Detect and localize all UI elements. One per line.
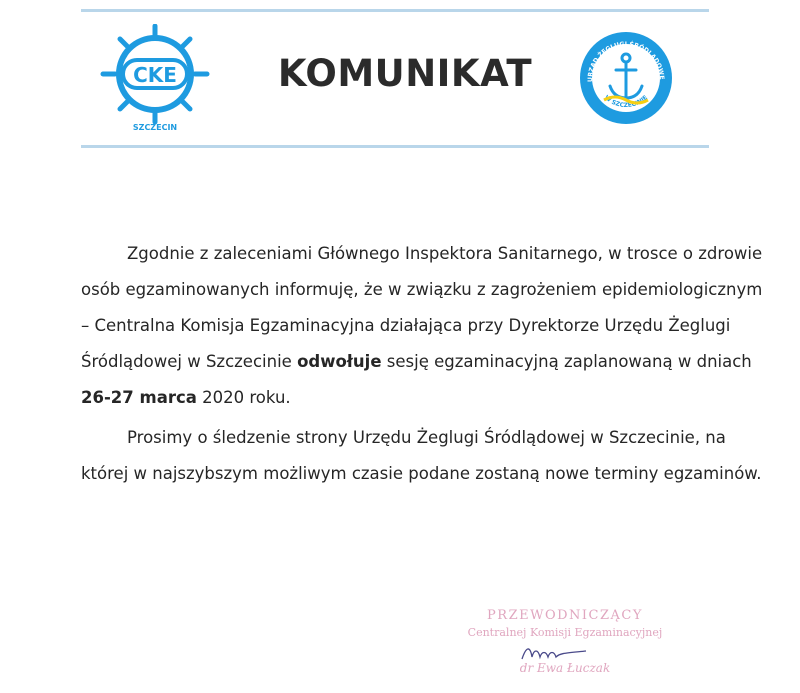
emphasis-cancel: odwołuje <box>297 352 382 371</box>
text-line: Prosimy o śledzenie strony Urzędu Żeglugi Śródlądowej w Szczecinie, na <box>127 428 726 447</box>
uzs-logo <box>578 30 674 126</box>
cke-logo-subtext: SZCZECIN <box>132 123 178 132</box>
text-line: osób egzaminowanych informuję, że w związku z zagrożeniem epidemiologicznym <box>81 280 763 299</box>
text-line: Zgodnie z zaleceniami Głównego Inspektora Sanitarnego, w trosce o zdrowie <box>127 244 763 263</box>
stamp-name: dr Ewa Łuczak <box>519 661 611 675</box>
header-bottom-rule <box>81 145 709 148</box>
stamp-role: PRZEWODNICZĄCY <box>487 608 643 623</box>
text-line: której w najszybszym możliwym czasie podane zostaną nowe terminy egzaminów. <box>81 464 762 483</box>
text-line <box>81 344 752 380</box>
stamp-org: Centralnej Komisji Egzaminacyjnej <box>467 626 663 639</box>
page-title: KOMUNIKAT <box>277 52 533 95</box>
signature-stamp <box>455 608 675 675</box>
announcement-paragraph-1 <box>81 236 763 416</box>
text-line <box>81 380 709 416</box>
text-line: – Centralna Komisja Egzaminacyjna działająca przy Dyrektorze Urzędu Żeglugi <box>81 316 731 335</box>
header-top-rule <box>81 9 709 12</box>
announcement-paragraph-2 <box>81 420 762 492</box>
cke-logo-text: CKE <box>133 63 177 87</box>
handwritten-signature <box>520 643 590 663</box>
text-segment: Śródlądowej w Szczecinie <box>81 352 298 371</box>
uzs-logo-top-text: URZĄD ŻEGLUGI ŚRÓDLĄDOWE <box>586 40 666 83</box>
emphasis-dates: 26-27 marca <box>81 388 197 407</box>
uzs-logo-bottom-text: W SZCZECINIE <box>602 94 650 110</box>
cke-logo <box>100 24 210 134</box>
text-segment: 2020 roku. <box>196 388 291 407</box>
text-segment: sesję egzaminacyjną zaplanowaną w dniach <box>381 352 752 371</box>
